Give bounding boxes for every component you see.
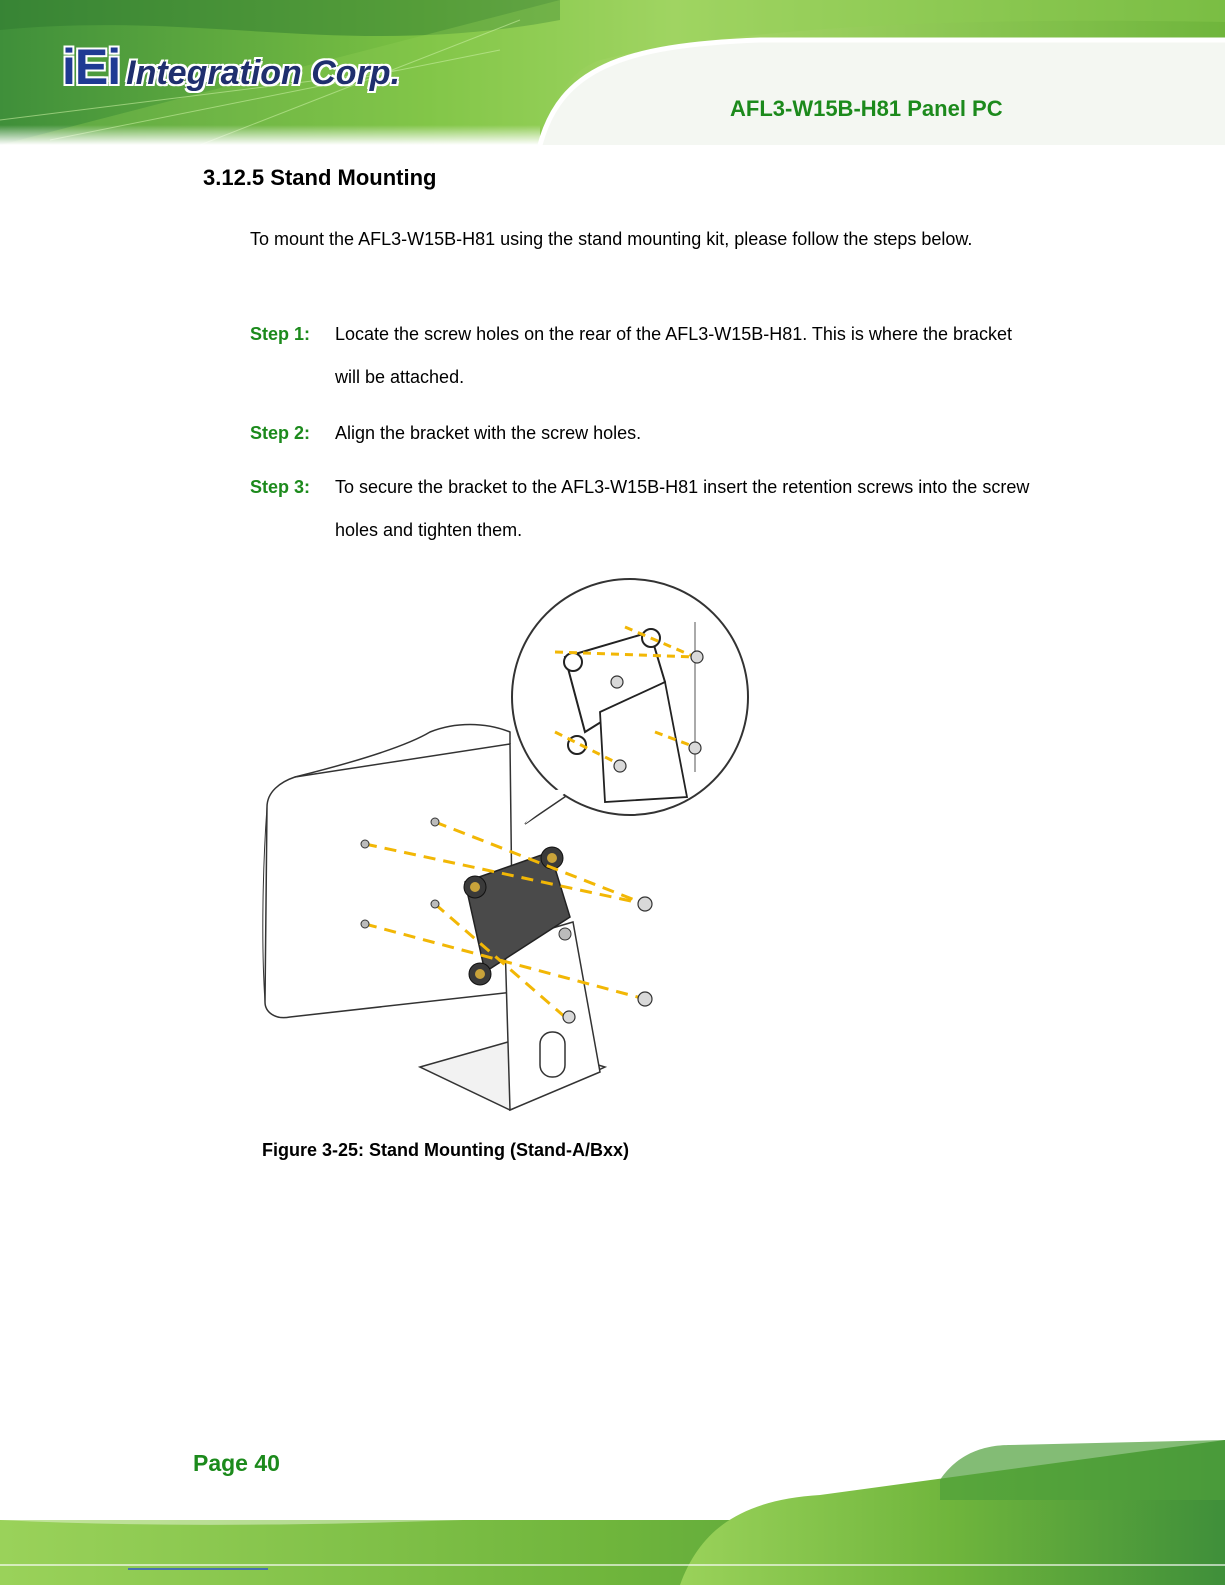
- stand-mounting-drawing: [255, 562, 765, 1122]
- step-label: Step 3:: [250, 477, 311, 497]
- step-text: To secure the bracket to the AFL3-W15B-H81 insert the retention screws into the screw holes and tighten them.: [335, 477, 1030, 540]
- section-title: 3.12.5 Stand Mounting: [203, 165, 437, 190]
- stand-mounting-illustration: [255, 562, 765, 1122]
- step-text: Locate the screw holes on the rear of the AFL3-W15B-H81. This is where the bracket will be attached.: [335, 324, 1013, 387]
- intro-paragraph: To mount the AFL3-W15B-H81 using the stand mounting kit, please follow the steps below.: [250, 229, 973, 249]
- logo-wordmark: Integration Corp.: [126, 54, 401, 92]
- step-label: Step 1:: [250, 324, 311, 344]
- figure-caption: Figure 3-25: Stand Mounting (Stand-A/Bxx): [262, 1140, 629, 1160]
- page-number: Page 40: [193, 1450, 280, 1476]
- step-label: Step 2:: [250, 423, 311, 443]
- page-footer: [0, 1440, 1225, 1585]
- step-1: [250, 313, 1033, 399]
- page-header: [0, 0, 1225, 145]
- step-3: [250, 466, 1033, 552]
- logo-mark: iEi: [62, 39, 121, 95]
- product-name: AFL3-W15B-H81 Panel PC: [730, 96, 1003, 121]
- footer-banner-graphic: [0, 1440, 1225, 1585]
- company-logo: [62, 38, 400, 94]
- step-text: Align the bracket with the screw holes.: [335, 423, 642, 443]
- step-2: [250, 412, 1033, 455]
